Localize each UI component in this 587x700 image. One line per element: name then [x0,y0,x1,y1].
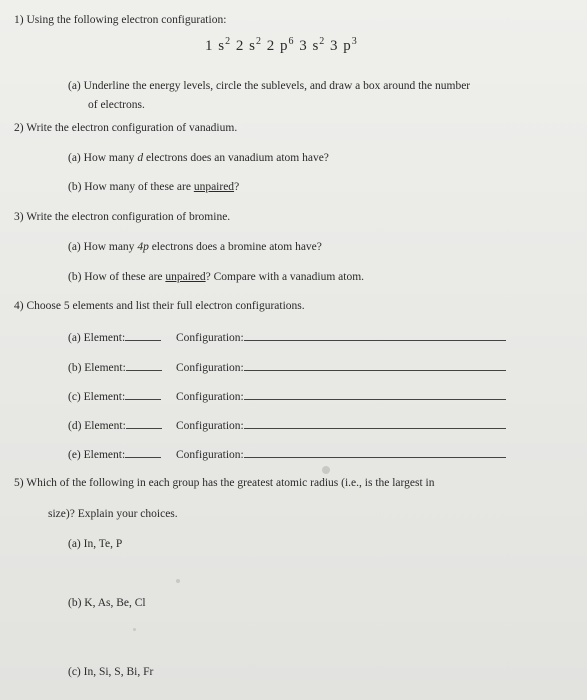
question-5a: (a) In, Te, P [68,538,123,550]
configuration-field-d[interactable]: Configuration: [176,418,506,432]
question-2-prompt: Write the electron configuration of vanadium. [26,122,238,134]
electron-configuration-formula [205,36,358,55]
element-blank[interactable] [126,360,162,371]
question-2 [14,122,237,134]
formula-term: 3 $p^3$ [330,36,358,54]
paper-speck [322,466,330,474]
element-blank[interactable] [125,330,161,341]
formula-term: 2 $s^2$ [235,36,262,54]
question-5c: (c) In, Si, S, Bi, Fr [68,666,154,678]
question-5b: (b) K, As, Be, Cl [68,597,146,609]
question-4-prompt: Choose 5 elements and list their full electron configurations. [26,300,305,312]
element-field-e[interactable]: (e) Element: [68,447,161,461]
configuration-field-e[interactable]: Configuration: [176,447,506,461]
formula-term: 1 $s^2$ [205,36,232,54]
question-5-prompt-line1: Which of the following in each group has the greatest atomic radius (i.e., is the largest in [26,477,435,489]
question-3 [14,211,230,223]
question-1 [14,14,226,26]
question-3b: (b) How of these are unpaired? Compare with a vanadium atom. [68,271,365,283]
question-5-number: 5) [14,477,24,489]
question-5-prompt-line2: size)? Explain your choices. [48,508,178,520]
configuration-blank[interactable] [244,330,506,341]
formula-term: 2 $p^6$ [266,36,295,54]
question-1a-line2: of electrons. [88,99,145,111]
configuration-blank[interactable] [244,447,506,458]
configuration-field-a[interactable]: Configuration: [176,330,506,344]
element-blank[interactable] [125,447,161,458]
question-4 [14,300,305,312]
configuration-blank[interactable] [244,360,506,371]
question-3-number: 3) [14,211,24,223]
question-3a: (a) How many 4p electrons does a bromine atom have? [68,241,322,253]
question-1-prompt: Using the following electron configuration: [26,14,227,26]
question-2-number: 2) [14,122,24,134]
question-1a-line1: (a) Underline the energy levels, circle the sublevels, and draw a box around the number [68,80,471,92]
element-field-c[interactable]: (c) Element: [68,389,161,403]
configuration-field-b[interactable]: Configuration: [176,360,506,374]
question-2b: (b) How many of these are unpaired? [68,181,240,193]
configuration-field-c[interactable]: Configuration: [176,389,506,403]
configuration-blank[interactable] [244,418,506,429]
configuration-blank[interactable] [244,389,506,400]
element-blank[interactable] [126,418,162,429]
element-field-a[interactable]: (a) Element: [68,330,161,344]
element-field-b[interactable]: (b) Element: [68,360,162,374]
question-4-number: 4) [14,300,24,312]
question-5 [14,477,435,489]
question-1-number: 1) [14,14,24,26]
formula-term: 3 $s^2$ [299,36,326,54]
paper-speck [176,579,180,583]
question-3-prompt: Write the electron configuration of bromine. [26,211,231,223]
paper-speck [133,628,136,631]
question-2a: (a) How many d electrons does an vanadium atom have? [68,152,329,164]
element-blank[interactable] [125,389,161,400]
element-field-d[interactable]: (d) Element: [68,418,162,432]
